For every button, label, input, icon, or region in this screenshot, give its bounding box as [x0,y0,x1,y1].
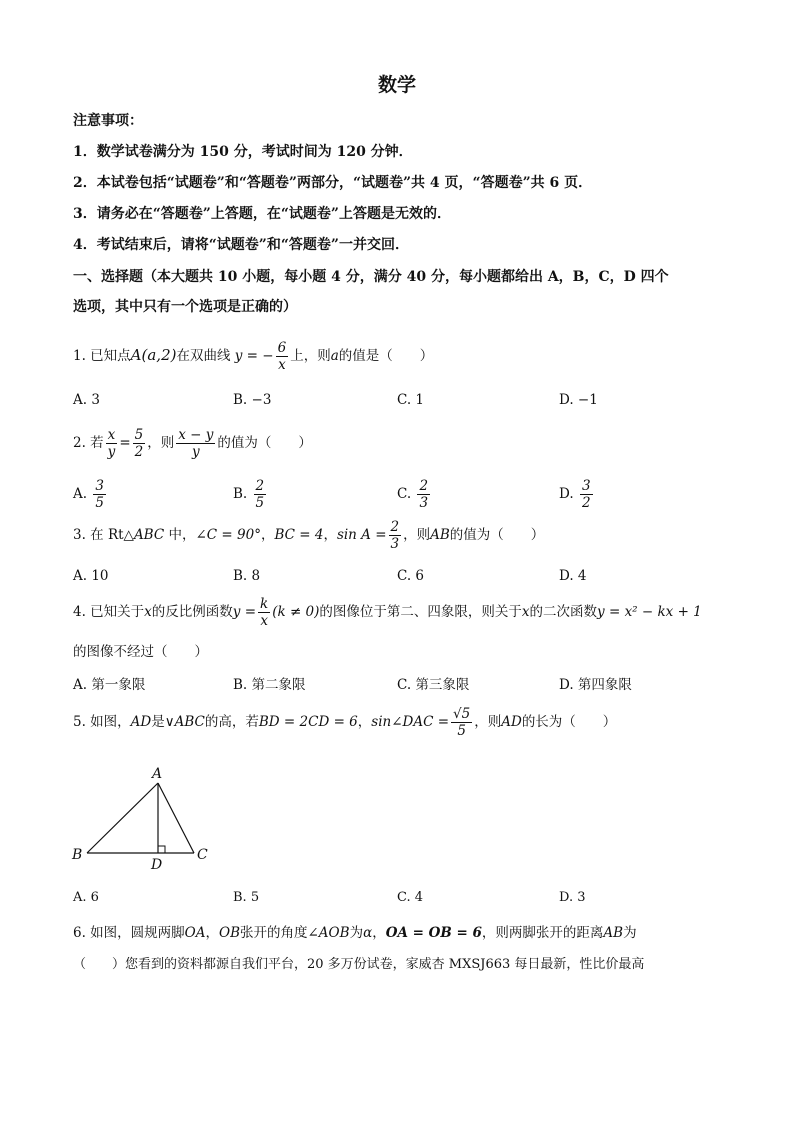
question-6-line2: （ ）您看到的资料都源自我们平台，20 多万份试卷，家威杏 MXSJ663 每日最新，性比价最高 [73,957,645,972]
q4-option-c: C. 第三象限 [397,677,470,693]
q3-option-d: D. 4 [559,568,587,584]
note-item-2: 2．本试卷包括“试题卷”和“答题卷”两部分，“试题卷”共 4 页，“答题卷”共 6 页． [73,175,593,191]
triangle-figure [68,762,218,874]
q2-option-d: D. $\frac{3}{2}$ [559,478,591,511]
label-c: C [197,847,208,863]
q3-option-b: B. 8 [233,568,261,584]
q1-option-a: A. 3 [73,392,100,408]
q2-option-a: A. $\frac{3}{5}$ [73,478,104,511]
q4-option-a: A. 第一象限 [73,677,146,693]
question-3: 3. 在 Rt△ABC 中，∠C = 90°，BC = 4，sin A = $\frac{2}{3}$ ，则AB的值为（ ） [73,519,545,552]
q2-option-c: C. $\frac{2}{3}$ [397,478,429,511]
q2-option-b: B. $\frac{2}{5}$ [233,478,265,511]
q1-option-d: D. −1 [559,392,598,408]
right-angle-mark [158,846,165,853]
side-ab [87,783,158,853]
question-2: 2. 若 $\frac{x}{y}$ = $\frac{5}{2}$ ，则 $\frac{x - y}{y}$ 的值为（ ） [73,427,312,460]
page-title: 数学 [377,74,416,96]
q5-option-a: A. 6 [73,890,99,905]
label-d: D [151,857,163,873]
question-1: 1. 已知点A(a,2)在双曲线 y = − $\frac{6}{x}$ 上，则a的值是（ ） [73,340,434,373]
label-b: B [72,847,83,863]
question-4: 4. 已知关于x的反比例函数y = $\frac{k}{x}$ (k ≠ 0)的图像位于第二、四象限，则关于x的二次函数y = x² − kx + 1 [73,596,702,629]
section-heading-line1: 一、选择题（本大题共 10 小题，每小题 4 分，满分 40 分，每小题都给出 A，B，C，D 四个 [73,269,669,285]
label-a: A [152,766,163,782]
q3-option-c: C. 6 [397,568,425,584]
notes-heading: 注意事项： [73,113,143,129]
question-4-line2: 的图像不经过（ ） [73,644,208,660]
q4-option-b: B. 第二象限 [233,677,306,693]
note-item-1: 1．数学试卷满分为 150 分，考试时间为 120 分钟． [73,144,413,160]
q5-option-b: B. 5 [233,890,260,905]
question-6: 6. 如图，圆规两脚OA，OB张开的角度∠AOB为α，OA = OB = 6，则两脚张开的距离AB为 [73,925,637,941]
q3-option-a: A. 10 [73,568,109,584]
note-item-4: 4．考试结束后，请将“试题卷”和“答题卷”一并交回． [73,237,409,253]
section-heading-line2: 选项，其中只有一个选项是正确的） [73,299,297,315]
side-ac [158,783,194,853]
question-5: 5. 如图，AD是∨ABC的高，若BD = 2CD = 6，sin∠DAC = $\frac{√5}{5}$ ，则AD的长为（ ） [73,706,617,739]
q5-option-c: C. 4 [397,890,424,905]
q5-option-d: D. 3 [559,890,586,905]
q1-option-c: C. 1 [397,392,425,408]
fraction: $\frac{6}{x}$ [277,340,287,373]
q1-option-b: B. −3 [233,392,272,408]
q4-option-d: D. 第四象限 [559,677,632,693]
note-item-3: 3．请务必在“答题卷”上答题，在“试题卷”上答题是无效的． [73,206,451,222]
